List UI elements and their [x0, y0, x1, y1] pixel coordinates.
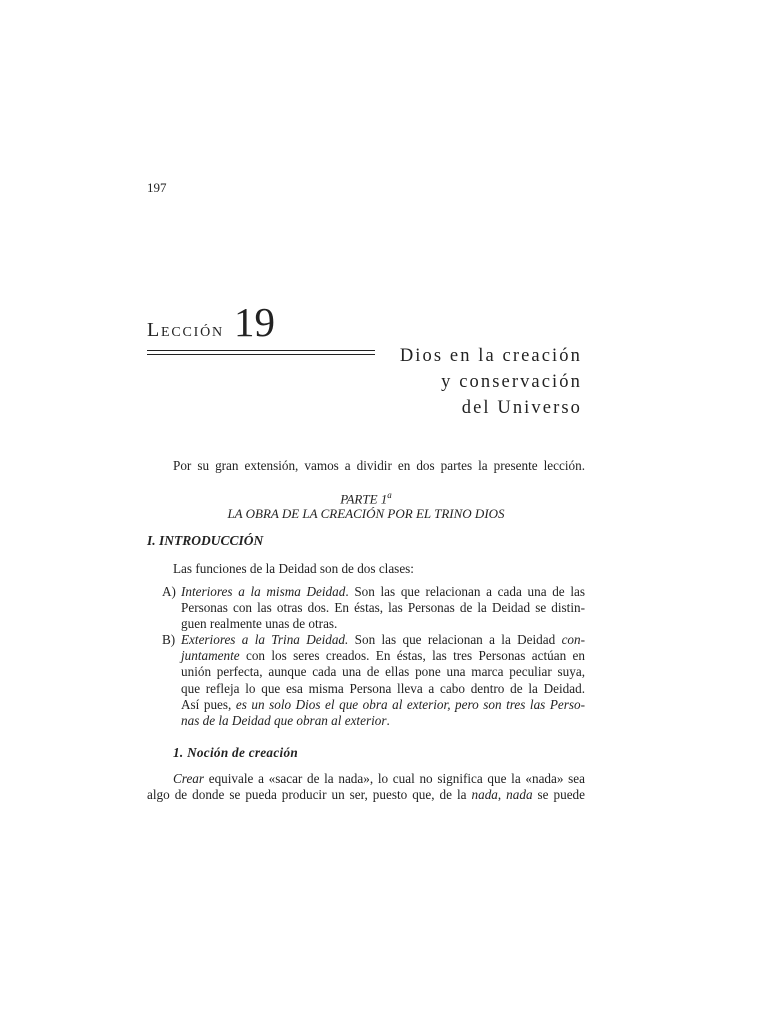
part-label-text: PARTE 1 — [340, 491, 388, 507]
list-line — [181, 584, 585, 600]
list-marker: A) — [162, 584, 176, 599]
text-run: equivale a «sacar de la nada», lo cual no significa que la «nada» sea — [204, 771, 585, 786]
text-run: Son las que relacionan a la Deidad — [348, 632, 562, 647]
text-run: , — [497, 787, 507, 803]
list-line — [181, 632, 585, 648]
part-label-ordinal: a — [387, 490, 392, 500]
italic-term: Interiores a la misma Deidad — [181, 584, 346, 599]
part-title: LA OBRA DE LA CREACIÓN POR EL TRINO DIOS — [227, 505, 505, 521]
part-label — [147, 488, 585, 507]
italic-term: nada — [471, 787, 498, 803]
text-run: con los seres creados. En éstas, las tres Personas actúan en — [239, 648, 585, 664]
text-run: . Son las que relacionan a cada una de las — [345, 584, 585, 599]
italic-term: Exteriores a la Trina Deidad. — [181, 632, 349, 647]
chapter-title-line: y conservación — [441, 372, 582, 392]
list-line — [181, 697, 585, 713]
text-run: Así pues, — [181, 696, 236, 712]
chapter-title-line: del Universo — [461, 398, 582, 418]
italic-text: es un solo Dios el que obra al exterior, pero son tres las Perso- — [235, 696, 585, 712]
list-line: que refleja lo que esa misma Persona lleva a cabo dentro de la Deidad. — [181, 680, 585, 696]
subsection-heading: 1. Noción de creación — [173, 745, 298, 760]
paragraph-line — [147, 787, 585, 803]
italic-term: juntamente — [181, 648, 240, 664]
chapter-heading — [147, 299, 275, 345]
chapter-number: 19 — [233, 299, 275, 345]
list-item-b — [162, 632, 585, 729]
chapter-title — [400, 343, 582, 421]
list-line — [181, 648, 585, 664]
text-run: se puede — [532, 787, 586, 803]
paragraph-line — [147, 771, 585, 787]
list-marker: B) — [162, 632, 176, 647]
intro-paragraph: Por su gran extensión, vamos a dividir en dos partes la presente lección. — [173, 458, 585, 473]
page-number: 197 — [147, 180, 167, 195]
list-item-a — [162, 584, 585, 633]
list-line: Personas con las otras dos. En éstas, las Personas de la Deidad se distin- — [181, 600, 585, 616]
chapter-word: Lección — [147, 319, 224, 341]
functions-intro: Las funciones de la Deidad son de dos clases: — [173, 561, 414, 576]
text-run: . — [386, 713, 390, 729]
list-line: unión perfecta, aunque cada una de ellas pone una marca peculiar suya, — [181, 664, 585, 680]
double-rule-divider — [147, 350, 375, 355]
part-heading — [147, 488, 585, 521]
text-run: algo de donde se pueda producir un ser, puesto que, de la — [147, 787, 472, 803]
list-line — [181, 713, 585, 729]
italic-term: Crear — [173, 771, 205, 786]
italic-text: nas de la Deidad que obran al exterior — [181, 713, 387, 729]
list-line: guen realmente unas de otras. — [181, 616, 338, 632]
section-heading: I. INTRODUCCIÓN — [147, 533, 264, 548]
italic-term: nada — [506, 787, 533, 803]
chapter-title-line: Dios en la creación — [399, 346, 582, 366]
italic-term: con- — [561, 632, 585, 647]
definition-paragraph — [147, 771, 585, 803]
